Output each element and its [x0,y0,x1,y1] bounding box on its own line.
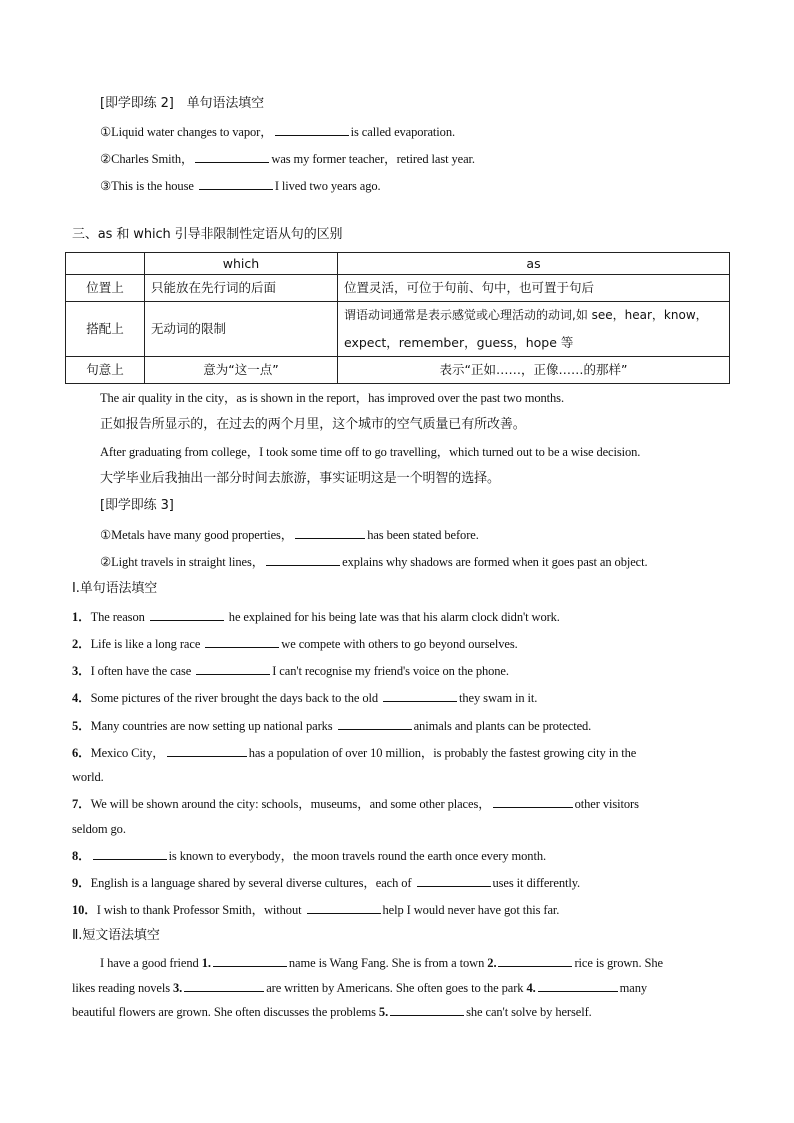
table-header-cell: which [145,253,338,275]
table-header-row [66,253,730,275]
table-cell: 句意上 [66,357,145,384]
table-cell: 谓语动词通常是表示感觉或心理活动的动词,如 see，hear，know， expect，remember，guess，hope 等 [338,302,730,357]
practice3-title: [即学即练 3] [100,498,174,513]
question-7: 7．We will be shown around the city: schools，museums，and some other places， other visitors [72,797,639,811]
question-1: 1．The reason he explained for his being late was that his alarm clock didn't work. [72,610,560,624]
passage-blank-1[interactable] [213,954,287,967]
answer-blank[interactable] [383,689,457,702]
comparison-table [65,252,730,384]
question-7-continued: seldom go. [72,822,126,836]
table-header-cell [66,253,145,275]
practice2-item-3: ③This is the house I lived two years ago. [100,179,381,193]
table-cell: 无动词的限制 [145,302,338,357]
section3-title: 三、as 和 which 引导非限制性定语从句的区别 [72,227,343,242]
answer-blank[interactable] [295,526,365,539]
table-cell: 只能放在先行词的后面 [145,275,338,302]
question-8: 8． is known to everybody，the moon travels round the earth once every month. [72,849,546,863]
question-2: 2．Life is like a long race we compete with others to go beyond ourselves. [72,637,518,651]
question-6-continued: world. [72,770,104,784]
answer-blank[interactable] [205,635,279,648]
question-5: 5．Many countries are now setting up national parks animals and plants can be protected. [72,719,592,733]
answer-blank[interactable] [266,553,340,566]
answer-blank[interactable] [167,744,247,757]
example-sentence-en: After graduating from college，I took some time off to go travelling，which turned out to be a wise decision. [100,445,641,459]
table-row [66,357,730,384]
table-cell: 搭配上 [66,302,145,357]
answer-blank[interactable] [196,662,270,675]
table-cell: 位置灵活，可位于句前、句中，也可置于句后 [338,275,730,302]
answer-blank[interactable] [199,177,273,190]
answer-blank[interactable] [338,717,412,730]
passage-blank-4[interactable] [538,979,618,992]
practice2-title: [即学即练 2] 单句语法填空 [100,96,265,111]
question-10: 10．I wish to thank Professor Smith，without help I would never have got this far. [72,903,560,917]
passage-blank-2[interactable] [498,954,572,967]
answer-blank[interactable] [417,874,491,887]
practice2-item-1: ①Liquid water changes to vapor， is called evaporation. [100,125,455,139]
table-cell: 表示“正如……，正像……的那样” [338,357,730,384]
passage-line-2: likes reading novels 3. are written by Americans. She often goes to the park 4. many [72,981,648,995]
passage-line-1: I have a good friend 1. name is Wang Fang. She is from a town 2. rice is grown. She [100,956,663,970]
answer-blank[interactable] [307,901,381,914]
table-cell: 意为“这一点” [145,357,338,384]
table-row [66,275,730,302]
passage-line-3: beautiful flowers are grown. She often discusses the problems 5. she can't solve by herself. [72,1005,592,1019]
example-sentence-zh: 大学毕业后我抽出一部分时间去旅游，事实证明这是一个明智的选择。 [100,471,500,486]
table-row [66,302,730,357]
question-6: 6．Mexico City， has a population of over 10 million，is probably the fastest growing city in the [72,746,637,760]
table-header-cell: as [338,253,730,275]
answer-blank[interactable] [275,123,349,136]
example-sentence-en: The air quality in the city，as is shown in the report，has improved over the past two months. [100,391,564,405]
passage-blank-3[interactable] [184,979,264,992]
passage-blank-5[interactable] [390,1003,464,1016]
answer-blank[interactable] [195,150,269,163]
practice3-item-1: ①Metals have many good properties， has been stated before. [100,528,479,542]
practice2-item-2: ②Charles Smith， was my former teacher，retired last year. [100,152,475,166]
answer-blank[interactable] [93,847,167,860]
question-4: 4．Some pictures of the river brought the days back to the old they swam in it. [72,691,538,705]
question-3: 3．I often have the case I can't recognise my friend's voice on the phone. [72,664,509,678]
answer-blank[interactable] [493,795,573,808]
answer-blank[interactable] [150,608,224,621]
practice3-item-2: ②Light travels in straight lines， explains why shadows are formed when it goes past an object. [100,555,648,569]
example-sentence-zh: 正如报告所显示的，在过去的两个月里，这个城市的空气质量已有所改善。 [100,417,526,432]
part1-title: Ⅰ.单句语法填空 [72,581,158,596]
question-9: 9．English is a language shared by several diverse cultures，each of uses it differently. [72,876,581,890]
table-cell: 位置上 [66,275,145,302]
part2-title: Ⅱ.短文语法填空 [72,928,160,943]
